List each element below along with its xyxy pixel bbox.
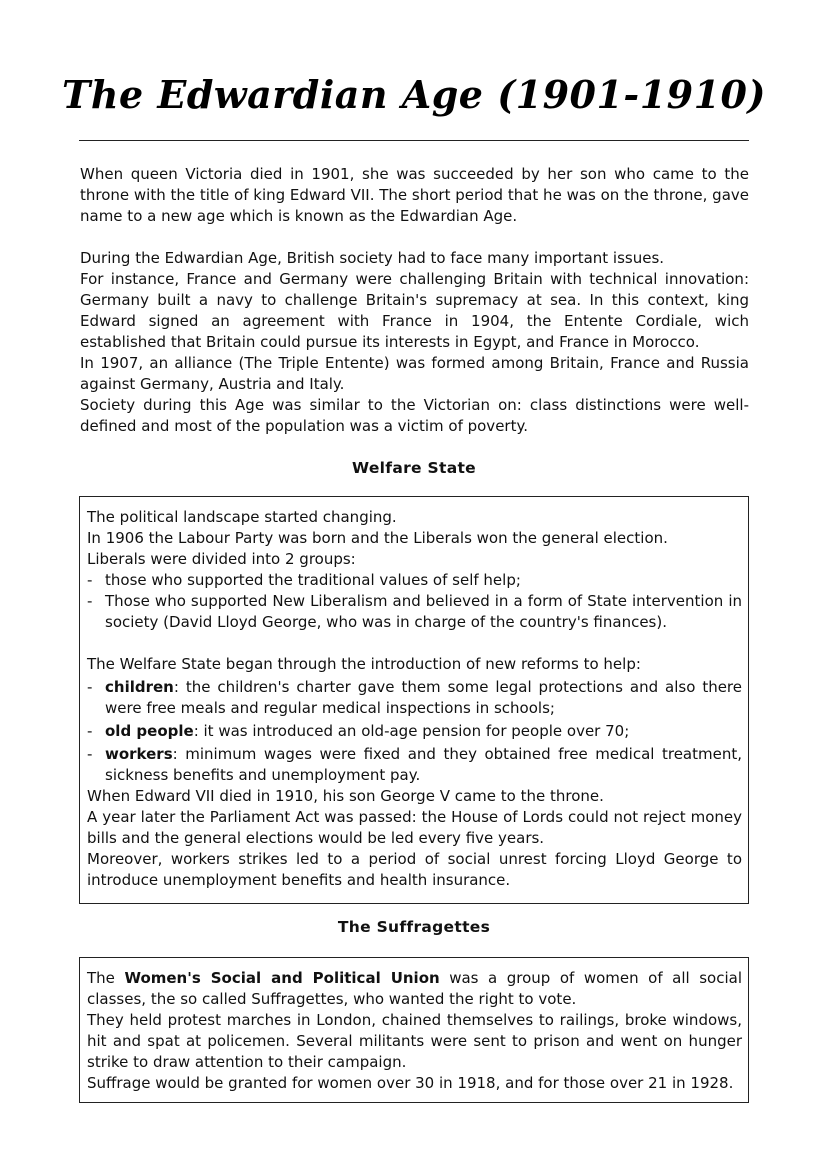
page-title: The Edwardian Age (1901-1910): [62, 72, 766, 117]
welfare-line: In 1906 the Labour Party was born and the Liberals won the general election.: [87, 529, 668, 547]
union-name: Women's Social and Political Union: [124, 969, 440, 987]
list-item: [87, 744, 742, 786]
list-item: [87, 677, 742, 719]
welfare-heading: Welfare State: [352, 459, 476, 477]
reform-label: children: [105, 678, 174, 696]
welfare-line: When Edward VII died in 1910, his son George V came to the throne.: [87, 787, 604, 805]
reform-label: workers: [105, 745, 173, 763]
suffragettes-heading: The Suffragettes: [337, 918, 491, 936]
list-item: [87, 721, 742, 742]
dash-bullet: -: [87, 745, 93, 763]
suffragettes-line: They held protest marches in London, chained themselves to railings, broke windows, hit and spat at policemen. Several militants were sent to prison and went on hunger strike to draw attention to their campaign.: [87, 1011, 742, 1071]
list-item: [87, 570, 742, 591]
intro-paragraph-4: In 1907, an alliance (The Triple Entente) was formed among Britain, France and Russia against Germany, Austria and Italy.: [80, 354, 749, 393]
suffragettes-line: Suffrage would be granted for women over 30 in 1918, and for those over 21 in 1928.: [87, 1074, 734, 1092]
reform-text: : it was introduced an old-age pension for people over 70;: [193, 722, 630, 740]
dash-bullet: -: [87, 722, 93, 740]
list-item-text: [105, 721, 742, 742]
intro-paragraph-3: For instance, France and Germany were challenging Britain with technical innovation: Germany built a navy to challenge Britain's supremacy at sea. In this context, king Edward signed an agreement with France in 1904, the Entente Cordiale, wich established that Britain could pursue its interests in Egypt, and France in Morocco.: [80, 270, 749, 351]
dash-bullet: -: [87, 571, 93, 589]
welfare-box: [79, 496, 749, 904]
list-item: [87, 591, 742, 633]
text-segment: was a group of women of all social classes, the so called Suffragettes, who wanted the right to vote.: [87, 969, 742, 1008]
intro-section: [80, 164, 749, 437]
intro-paragraph-1: When queen Victoria died in 1901, she was succeeded by her son who came to the throne with the title of king Edward VII. The short period that he was on the throne, gave name to a new age which is known as the Edwardian Age.: [80, 165, 749, 225]
welfare-line: Moreover, workers strikes led to a period of social unrest forcing Lloyd George to introduce unemployment benefits and health insurance.: [87, 850, 742, 889]
dash-bullet: -: [87, 592, 93, 610]
list-item-text: [105, 677, 742, 719]
suffragettes-line: [87, 968, 742, 1010]
welfare-line: Liberals were divided into 2 groups:: [87, 550, 356, 568]
list-item-text: those who supported the traditional values of self help;: [105, 571, 521, 589]
welfare-line: The Welfare State began through the introduction of new reforms to help:: [87, 655, 641, 673]
welfare-line: A year later the Parliament Act was passed: the House of Lords could not reject money bills and the general elections would be led every five years.: [87, 808, 742, 847]
welfare-line: The political landscape started changing.: [87, 508, 397, 526]
text-segment: The: [87, 969, 125, 987]
suffragettes-box: [79, 957, 749, 1103]
list-item-text: Those who supported New Liberalism and believed in a form of State intervention in society (David Lloyd George, who was in charge of the country's finances).: [105, 592, 742, 631]
reform-text: : the children's charter gave them some legal protections and also there were free meals and regular medical inspections in schools;: [105, 678, 742, 717]
intro-paragraph-5: Society during this Age was similar to the Victorian on: class distinctions were well-defined and most of the population was a victim of poverty.: [80, 396, 749, 435]
list-item-text: [105, 744, 742, 786]
intro-paragraph-2: During the Edwardian Age, British society had to face many important issues.: [80, 249, 665, 267]
dash-bullet: -: [87, 678, 93, 696]
reform-text: : minimum wages were fixed and they obtained free medical treatment, sickness benefits and unemployment pay.: [105, 745, 742, 784]
reform-label: old people: [105, 722, 194, 740]
title-divider: [79, 140, 749, 141]
